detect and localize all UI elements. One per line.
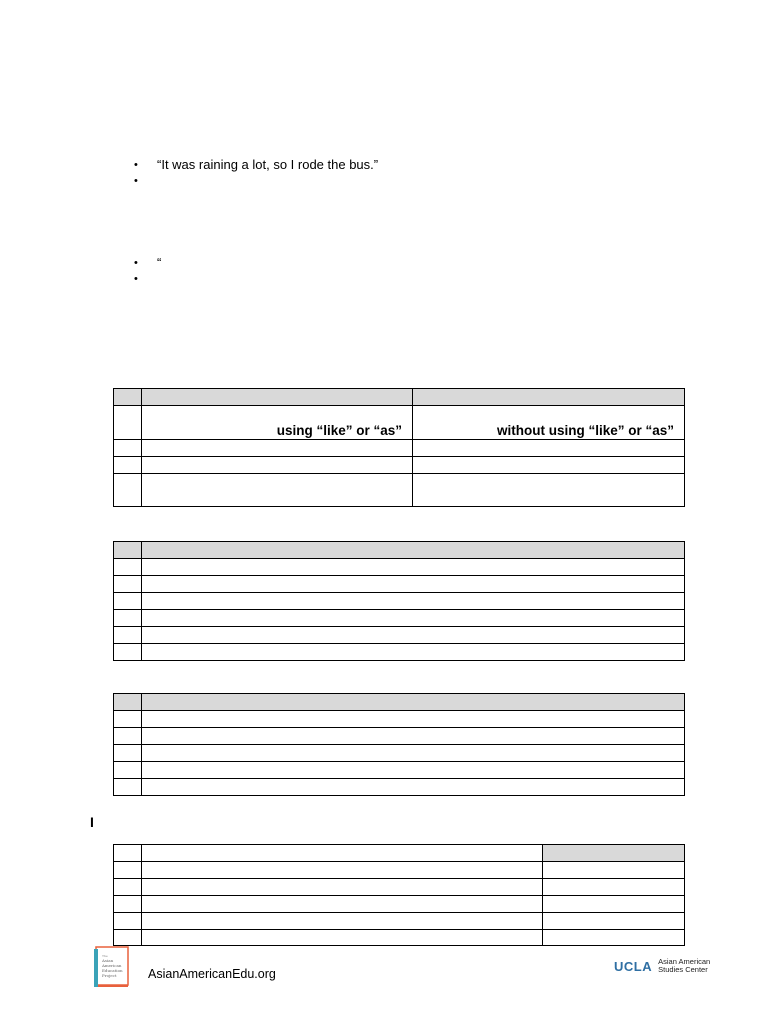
bullet-list-examples (134, 157, 378, 189)
answer-cell[interactable] (543, 913, 685, 930)
center-name: Asian American Studies Center (658, 957, 711, 974)
answer-cell[interactable] (142, 457, 413, 474)
answer-cell[interactable] (142, 913, 543, 930)
answer-cell[interactable] (543, 896, 685, 913)
row-number-cell (114, 406, 142, 440)
answer-cell[interactable] (142, 576, 685, 593)
bullet-list-examples-2 (134, 255, 161, 287)
row-number-cell (114, 627, 142, 644)
bullet-item: • “ (134, 255, 161, 271)
answer-cell[interactable] (413, 457, 685, 474)
row-number-cell (114, 593, 142, 610)
bullet-item: • “It was raining a lot, so I rode the bus.” (134, 157, 378, 173)
answer-cell[interactable] (142, 559, 685, 576)
svg-text:American: American (102, 963, 122, 968)
row-number-cell (114, 913, 142, 930)
row-number-cell (114, 711, 142, 728)
row-number-cell (114, 610, 142, 627)
bullet-item (134, 271, 161, 287)
row-number-cell (114, 474, 142, 507)
row-number-cell (114, 862, 142, 879)
header-cell (142, 845, 543, 862)
answer-cell[interactable] (543, 930, 685, 946)
answer-cell[interactable] (142, 711, 685, 728)
row-number-cell (114, 845, 142, 862)
header-cell (413, 389, 685, 406)
worksheet-table-2 (113, 541, 685, 661)
header-cell (114, 542, 142, 559)
row-number-cell (114, 644, 142, 661)
row-number-cell (114, 896, 142, 913)
row-number-cell (114, 440, 142, 457)
answer-cell[interactable] (413, 474, 685, 507)
svg-text:Project: Project (102, 973, 117, 978)
answer-cell[interactable] (142, 879, 543, 896)
answer-cell[interactable] (543, 862, 685, 879)
book-logo-icon (92, 945, 130, 989)
answer-cell[interactable] (543, 879, 685, 896)
answer-cell[interactable] (413, 440, 685, 457)
row-number-cell (114, 762, 142, 779)
answer-cell[interactable] (142, 779, 685, 796)
svg-text:Education: Education (102, 968, 123, 973)
row-number-cell (114, 879, 142, 896)
answer-cell[interactable] (142, 862, 543, 879)
answer-cell[interactable] (142, 627, 685, 644)
row-number-cell (114, 930, 142, 946)
header-cell (142, 694, 685, 711)
svg-text:Asian: Asian (102, 958, 114, 963)
worksheet-table-4 (113, 844, 685, 946)
answer-cell[interactable] (142, 474, 413, 507)
answer-cell[interactable] (142, 728, 685, 745)
header-cell (114, 389, 142, 406)
answer-cell[interactable] (142, 644, 685, 661)
footer-url-link[interactable]: AsianAmericanEdu.org (148, 967, 276, 981)
row-number-cell (114, 779, 142, 796)
svg-text:The: The (102, 954, 108, 958)
header-cell-shaded (543, 845, 685, 862)
row-number-cell (114, 559, 142, 576)
worksheet-table-3 (113, 693, 685, 796)
row-number-cell (114, 728, 142, 745)
answer-cell[interactable] (142, 593, 685, 610)
metaphor-column-heading: without using “like” or “as” (413, 406, 685, 440)
row-number-cell (114, 745, 142, 762)
header-cell (114, 694, 142, 711)
ucla-wordmark: UCLA (614, 958, 653, 974)
answer-cell[interactable] (142, 762, 685, 779)
answer-cell[interactable] (142, 440, 413, 457)
simile-column-heading: using “like” or “as” (142, 406, 413, 440)
bullet-item (134, 173, 378, 189)
stray-text: I (90, 814, 94, 830)
answer-cell[interactable] (142, 610, 685, 627)
simile-metaphor-table (113, 388, 685, 507)
header-cell (142, 542, 685, 559)
answer-cell[interactable] (142, 896, 543, 913)
footer-left (92, 945, 276, 989)
answer-cell[interactable] (142, 745, 685, 762)
ucla-logo (614, 958, 710, 974)
header-cell (142, 389, 413, 406)
row-number-cell (114, 576, 142, 593)
answer-cell[interactable] (142, 930, 543, 946)
row-number-cell (114, 457, 142, 474)
